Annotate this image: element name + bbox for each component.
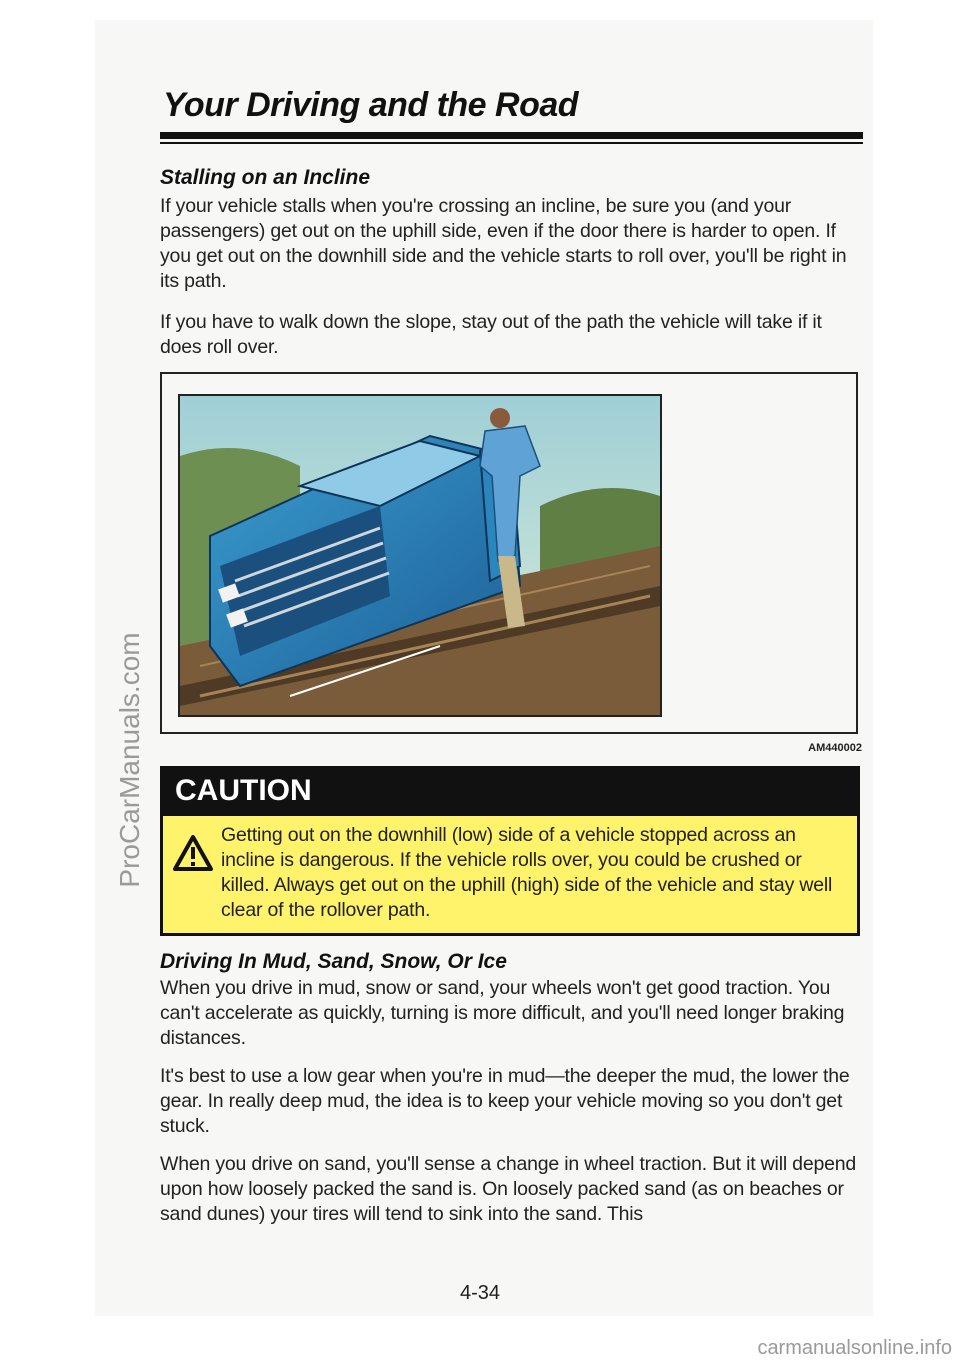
header-rule: [160, 132, 863, 139]
caution-label: CAUTION: [175, 774, 312, 807]
side-watermark: ProCarManuals.com: [114, 632, 145, 888]
caution-header: [163, 769, 857, 816]
section-title-mud-sand: Driving In Mud, Sand, Snow, Or Ice: [160, 950, 507, 973]
page-number: 4-34: [459, 1282, 501, 1304]
paragraph-mud-3: When you drive on sand, you'll sense a change in wheel traction. But it will depend upon how loosely packed the sand is. On loosely packed sand (as on beaches or sand dunes) your tires will tend to sink into the sand. This: [160, 1153, 857, 1225]
paragraph-stalling-2: If you have to walk down the slope, stay out of the path the vehicle will take if it does roll over.: [160, 311, 822, 358]
bottom-watermark: carmanualsonline.info: [757, 1337, 952, 1359]
paragraph-stalling-1: If your vehicle stalls when you're crossing an incline, be sure you (and your passengers) get out on the uphill side, even if the door there is harder to open. If you get out on the downhill side and the vehicle starts to roll over, you'll be right in its path.: [160, 195, 847, 292]
caution-box: [160, 766, 860, 936]
caution-text: Getting out on the downhill (low) side of a vehicle stopped across an incline is dangerous. If the vehicle rolls over, you could be crushed or killed. Always get out on the uphill (high) side of the vehicle and stay well clear of the rollover path.: [221, 824, 833, 921]
figure-id: AM440002: [808, 742, 862, 754]
header-rule-thin: [160, 142, 863, 144]
truck-on-incline-illustration: [178, 394, 662, 717]
paragraph-mud-2: It's best to use a low gear when you're in mud—the deeper the mud, the lower the gear. In really deep mud, the idea is to keep your vehicle moving so you don't get stuck.: [160, 1065, 850, 1137]
paragraph-mud-1: When you drive in mud, snow or sand, your wheels won't get good traction. You can't accelerate as quickly, turning is more difficult, and you'll need longer braking distances.: [160, 977, 845, 1049]
warning-triangle-icon: [173, 835, 213, 871]
page-header-title: Your Driving and the Road: [163, 86, 579, 124]
section-title-stalling: Stalling on an Incline: [160, 166, 371, 189]
